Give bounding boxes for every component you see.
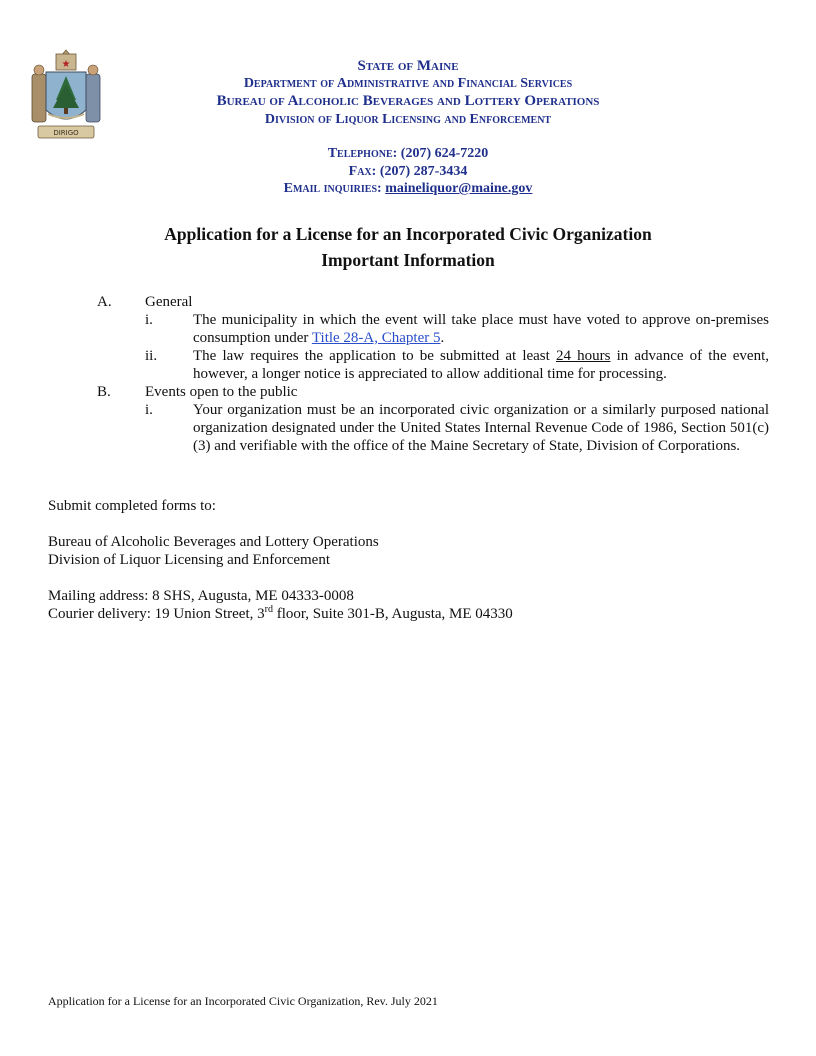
submit-address-block — [48, 533, 788, 569]
item-marker: i. — [145, 402, 153, 418]
letterhead-state: State of Maine — [357, 58, 459, 74]
item-text: The law requires the application to be submitted at least 24 hours in advance of the event, however, a longer notice is appreciated to allow additional time for processing. — [193, 348, 770, 382]
page-subtitle: Important Information — [321, 250, 495, 270]
seal-motto: DIRIGO — [53, 129, 79, 137]
section-heading: General — [145, 294, 193, 310]
title-28a-link[interactable]: Title 28-A, Chapter 5 — [311, 330, 441, 346]
underlined-deadline: 24 hours — [555, 348, 611, 364]
submit-bureau: Bureau of Alcoholic Beverages and Lottery Operations — [48, 534, 379, 550]
section-marker: B. — [97, 384, 111, 400]
courier-address: Courier delivery: 19 Union Street, 3rd floor, Suite 301-B, Augusta, ME 04330 — [48, 604, 513, 622]
section-marker: A. — [97, 294, 112, 310]
fax-number: (207) 287-3434 — [379, 164, 468, 179]
section-item — [0, 311, 816, 347]
page-title: Application for a License for an Incorporated Civic Organization — [164, 224, 652, 244]
section-item — [0, 401, 816, 455]
submit-division: Division of Liquor Licensing and Enforcement — [48, 552, 331, 568]
submit-intro: Submit completed forms to: — [48, 498, 216, 514]
information-outline — [0, 293, 816, 455]
contact-email — [0, 181, 816, 198]
email-link[interactable]: maineliquor@maine.gov — [385, 181, 533, 196]
fax-label: Fax: — [348, 164, 377, 179]
item-marker: i. — [145, 312, 153, 328]
letterhead-division: Division of Liquor Licensing and Enforcement — [264, 112, 552, 127]
letterhead-department: Department of Administrative and Financial Services — [243, 76, 573, 91]
mailing-address: Mailing address: 8 SHS, Augusta, ME 04333-0008 — [48, 588, 354, 604]
item-text: Your organization must be an incorporated civic organization or a similarly purposed national organization designated under the United States Internal Revenue Code of 1986, Section 501(c)(3) and verifiable with the office of the Maine Secretary of State, Division of Corporations. — [193, 402, 769, 454]
telephone-label: Telephone: — [327, 146, 398, 161]
letterhead-bureau: Bureau of Alcoholic Beverages and Lottery Operations — [216, 93, 600, 109]
section-a — [0, 293, 816, 311]
page-footer: Application for a License for an Incorporated Civic Organization, Rev. July 2021 — [48, 994, 438, 1008]
contact-telephone — [0, 146, 816, 163]
contact-fax — [0, 164, 816, 181]
delivery-addresses — [48, 587, 788, 623]
item-marker: ii. — [145, 348, 158, 364]
section-heading: Events open to the public — [145, 384, 298, 400]
svg-text:★: ★ — [61, 59, 71, 70]
section-item — [0, 347, 816, 383]
telephone-number: (207) 624-7220 — [400, 146, 489, 161]
email-label: Email inquiries: — [283, 181, 382, 196]
item-text: The municipality in which the event will take place must have voted to approve on-premises consumption under Title 28-A, Chapter 5. — [193, 312, 769, 346]
section-b — [0, 383, 816, 401]
